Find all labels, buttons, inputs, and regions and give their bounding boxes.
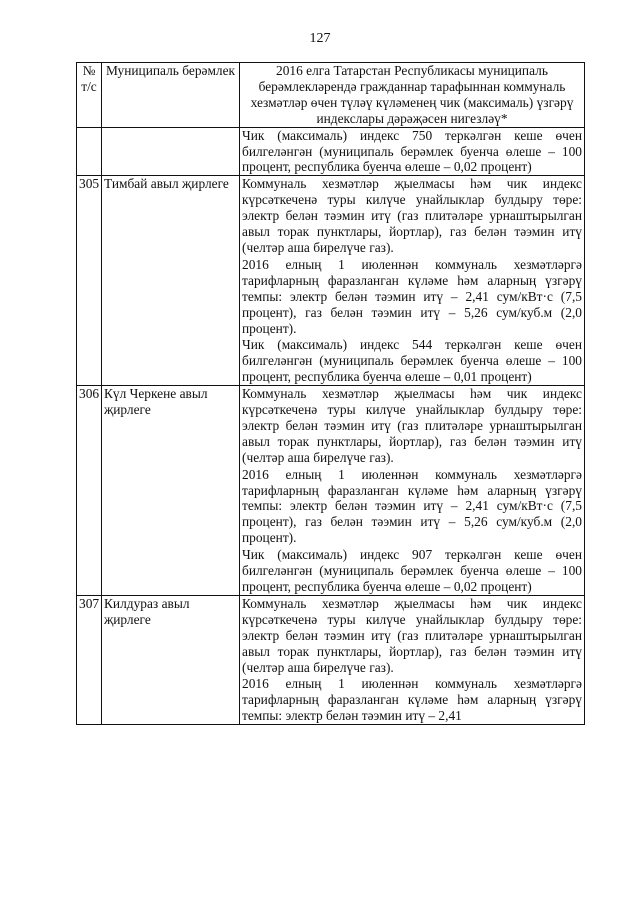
row-municipality-cell: Килдураз авыл җирлеге <box>102 595 240 724</box>
table-row-continuation <box>77 127 585 176</box>
paragraph: Коммуналь хезмәтләр җыелмасы һәм чик индекс күрсәткеченә туры килүче унайлыклар булдыру төре: электр белән тәэмин итү (газ плитәләре урнаштырылган авыл торак пунктлары, йортлар), газ белән тәэмин итү (челтәр аша бирелүче газ). <box>242 386 582 465</box>
paragraph: Чик (максималь) индекс 750 теркәлгән кеше өчен билгеләнгән (муниципаль берәмлек буенча өлеше – 100 процент, республика буенча өлеше – 0,02 процент) <box>242 127 582 175</box>
paragraph: Коммуналь хезмәтләр җыелмасы һәм чик индекс күрсәткеченә туры килүче унайлыклар булдыру төре: электр белән тәэмин итү (газ плитәләре урнаштырылган авыл торак пунктлары, йортлар), газ белән тәэмин итү (челтәр аша бирелүче газ). <box>242 176 582 255</box>
row-text-cell <box>240 127 585 176</box>
row-municipality-cell: Күл Черкене авыл җирлеге <box>102 386 240 596</box>
row-number-cell: 307 <box>77 595 102 724</box>
row-text-cell <box>240 386 585 596</box>
row-municipality-cell <box>102 127 240 176</box>
table-row-305 <box>77 176 585 386</box>
row-number-cell: 306 <box>77 386 102 596</box>
table-row-306 <box>77 386 585 596</box>
paragraph: 2016 елның 1 июленнән коммуналь хезмәтләргә тарифларның фаразланган күләме һәм аларның үзгәрү темпы: электр белән тәэмин итү – 2,41 сум/кВт·с (7,5 процент), газ белән тәэмин итү – 5,26 сум/куб.м (2,0 процент). <box>242 466 582 546</box>
paragraph: Чик (максималь) индекс 907 теркәлгән кеше өчен билгеләнгән (муниципаль берәмлек буенча өлеше – 100 процент, республика буенча өлеше – 0,02 процент) <box>242 547 582 594</box>
column-header-municipality: Муниципаль берәмлек <box>102 63 240 128</box>
paragraph: 2016 елның 1 июленнән коммуналь хезмәтләргә тарифларның фаразланган күләме һәм аларның үзгәрү темпы: электр белән тәэмин итү – 2,41 <box>242 676 582 724</box>
tariff-index-table <box>76 62 585 725</box>
page-number: 127 <box>309 31 331 46</box>
paragraph: Чик (максималь) индекс 544 теркәлгән кеше өчен билгеләнгән (муниципаль берәмлек буенча өлеше – 100 процент, республика буенча өлеше – 0,01 процент) <box>242 337 582 385</box>
row-text-cell <box>240 595 585 724</box>
paragraph: 2016 елның 1 июленнән коммуналь хезмәтләргә тарифларның фаразланган күләме һәм аларның үзгәрү темпы: электр белән тәэмин итү – 2,41 сум/кВт·с (7,5 процент), газ белән тәэмин итү – 5,26 сум/куб.м (2,0 процент). <box>242 256 582 336</box>
table-row-307 <box>77 595 585 724</box>
row-municipality-cell: Тимбай авыл җирлеге <box>102 176 240 386</box>
row-number-cell <box>77 127 102 176</box>
column-header-index: 2016 елга Татарстан Республикасы муниципаль берәмлекләрендә гражданнар тарафыннан коммуналь хезмәтләр өчен түләү күләменең чик (максималь) үзгәрү индекслары дәрәҗәсен нигезләү* <box>240 63 585 128</box>
column-header-number: № т/с <box>77 63 102 128</box>
table-header-row <box>77 63 585 128</box>
row-text-cell <box>240 176 585 386</box>
paragraph: Коммуналь хезмәтләр җыелмасы һәм чик индекс күрсәткеченә туры килүче унайлыклар булдыру төре: электр белән тәэмин итү (газ плитәләре урнаштырылган авыл торак пунктлары, йортлар), газ белән тәэмин итү (челтәр аша бирелүче газ). <box>242 595 582 675</box>
row-number-cell: 305 <box>77 176 102 386</box>
